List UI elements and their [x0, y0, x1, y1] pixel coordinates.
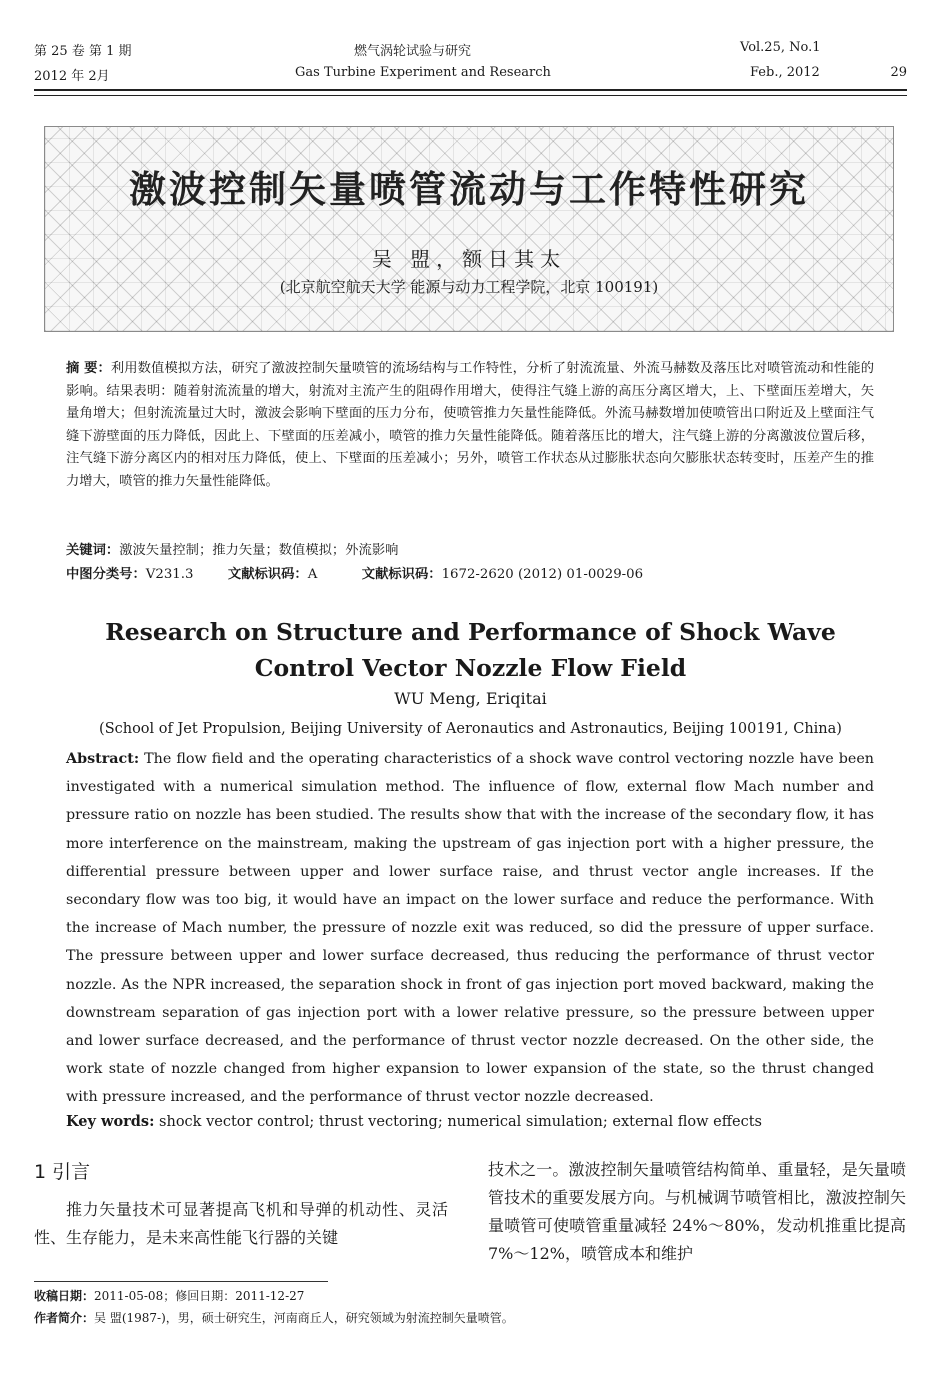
chinese-authors: 吴 盟，额日其太: [371, 247, 567, 271]
chinese-abstract-text: 利用数值模拟方法，研究了激波控制矢量喷管的流场结构与工作特性，分析了射流流量、外流马赫数及落压比对喷管流动和性能的影响。结果表明：随着射流流量的增大，射流对主流产生的阻碍作用增大，使得注气缝上游的高压分离区增大，上、下壁面压差增大，矢量角增大；但射流流量过大时，激波会影响下壁面的压力分布，使喷管推力矢量性能降低。外流马赫数增加使喷管出口附近及上壁面注气缝下游壁面的压力降低，因此上、下壁面的压差减小，喷管的推力矢量性能降低。随着落压比的增大，注气缝上游的分离激波位置后移，注气缝下游分离区内的相对压力降低，使上、下壁面的压差减小；另外，喷管工作状态从过膨胀状态向欠膨胀状态转变时，压差产生的推力增大，喷管的推力矢量性能降低。: [66, 361, 874, 489]
body-right-column: 技术之一。激波控制矢量喷管结构简单、重量轻，是矢量喷管技术的重要发展方向。与机械调节喷管相比，激波控制矢量喷管可使喷管重量减轻 24%～80%，发动机推重比提高 7%～12%，喷管成本和维护: [488, 1160, 906, 1263]
received-label: 收稿日期：: [34, 1289, 95, 1303]
english-title: Research on Structure and Performance of Shock Wave Control Vector Nozzle Flow Field: [105, 618, 836, 682]
article-id-value: 1672-2620 (2012) 01-0029-06: [441, 567, 644, 582]
english-keywords-label: Key words:: [66, 1113, 155, 1130]
footnote-received: [34, 1287, 304, 1304]
date-en: Feb., 2012: [750, 65, 820, 80]
journal-name-cn: 燃气涡轮试验与研究: [354, 44, 472, 59]
clc-value: V231.3: [145, 567, 194, 582]
chinese-abstract-label: 摘 要：: [66, 361, 111, 376]
clc-label: 中图分类号：: [66, 567, 146, 582]
volume-en: Vol.25, No.1: [740, 40, 821, 55]
english-affiliation: (School of Jet Propulsion, Beijing University of Aeronautics and Astronautics, Beijing 100191, China): [99, 721, 842, 737]
header-rule-thick: [34, 89, 907, 91]
doc-code-label: 文献标识码：: [227, 567, 308, 582]
english-keywords: [66, 1113, 762, 1130]
english-authors: WU Meng, Eriqitai: [394, 689, 547, 708]
page-number: 29: [890, 65, 907, 80]
chinese-keywords: [66, 539, 398, 558]
author-bio-text: 吴 盟(1987-)，男，硕士研究生，河南商丘人，研究领域为射流控制矢量喷管。: [94, 1311, 514, 1325]
article-id-label: 文献标识码：: [361, 567, 442, 582]
chinese-keywords-label: 关键词：: [66, 543, 120, 558]
doc-code-value: A: [307, 567, 318, 582]
section-heading: 1 引言: [34, 1161, 91, 1183]
footnote-author: [34, 1309, 514, 1326]
date-cn: 2012 年 2月: [34, 69, 110, 84]
body-left-column: 推力矢量技术可显著提高飞机和导弹的机动性、灵活性、生存能力，是未来高性能飞行器的关键: [34, 1200, 448, 1247]
author-bio-label: 作者简介：: [34, 1311, 95, 1325]
volume-cn: 第 25 卷 第 1 期: [34, 44, 132, 59]
chinese-abstract: [66, 358, 874, 494]
chinese-title: 激波控制矢量喷管流动与工作特性研究: [129, 168, 809, 211]
english-abstract: [66, 745, 874, 1112]
journal-name-en: Gas Turbine Experiment and Research: [295, 65, 551, 80]
english-abstract-label: Abstract:: [66, 751, 140, 767]
footnote-rule: [34, 1281, 328, 1282]
english-keywords-text: shock vector control; thrust vectoring; numerical simulation; external flow effects: [159, 1114, 762, 1130]
header-rule-thin: [34, 95, 907, 96]
title-banner: [44, 126, 894, 332]
classification-line: [66, 563, 643, 582]
english-abstract-text: The flow field and the operating characteristics of a shock wave control vectoring nozzle have been investigated with a numerical simulation method. The influence of flow, external flow Mach number and pressure ratio on nozzle has been studied. The results show that with the increase of the secondary flow, it has more interference on the mainstream, making the upstream of gas injection port with a higher pressure, the differential pressure between upper and lower surface raise, and thrust vector angle increases. If the secondary flow was too big, it would have an impact on the lower surface and reduce the performance. With the increase of Mach number, the pressure of nozzle exit was reduced, so did the pressure of upper surface. The pressure between upper and lower surface decreased, thus reducing the performance of thrust vector nozzle. As the NPR increased, the separation shock in front of gas injection port moved backward, making the downstream separation of gas injection port with a lower relative pressure, so the pressure between upper and lower surface decreased, and the performance of thrust vector nozzle decreased. On the other side, the work state of nozzle changed from higher expansion to lower expansion of the state, so the thrust changed with pressure increased, and the performance of thrust vector nozzle decreased.: [66, 751, 875, 1106]
received-text: 2011-05-08；修回日期：2011-12-27: [94, 1289, 305, 1303]
chinese-keywords-text: 激波矢量控制；推力矢量；数值模拟；外流影响: [119, 543, 399, 558]
chinese-affiliation: (北京航空航天大学 能源与动力工程学院，北京 100191): [279, 278, 659, 296]
